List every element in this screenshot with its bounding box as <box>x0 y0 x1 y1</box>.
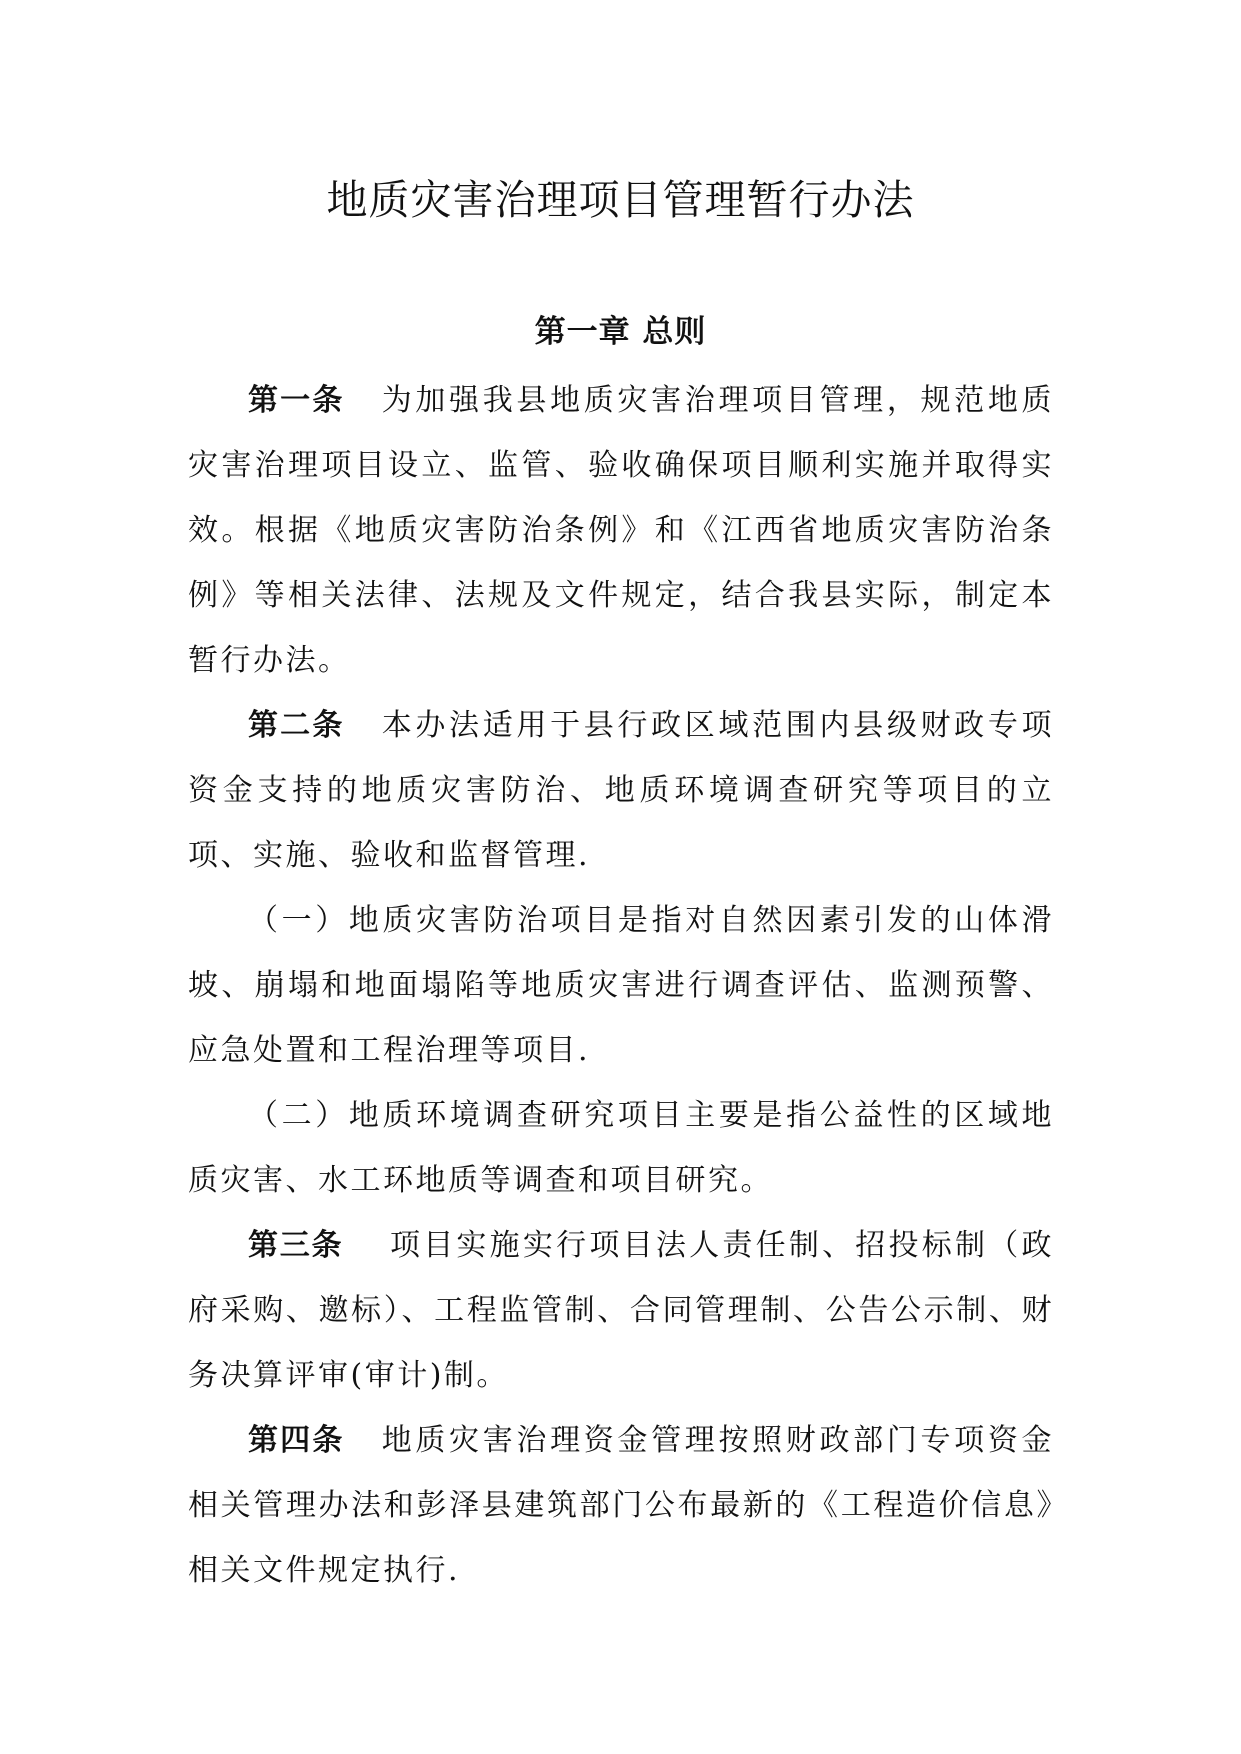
document-body <box>188 368 1054 1603</box>
article-2-text: 本办法适用于县行政区域范围内县级财政专项资金支持的地质灾害防治、地质环境调查研究等项目的立项、实施、验收和监督管理. <box>188 708 1055 873</box>
sub-item-2: （二）地质环境调查研究项目主要是指公益性的区域地质灾害、水工环地质等调查和项目研究。 <box>188 1098 1054 1198</box>
article-3 <box>188 1213 1054 1408</box>
article-3-label: 第三条 <box>248 1228 344 1263</box>
article-4 <box>188 1408 1054 1603</box>
sub-item-1: （一）地质灾害防治项目是指对自然因素引发的山体滑坡、崩塌和地面塌陷等地质灾害进行调查评估、监测预警、应急处置和工程治理等项目. <box>188 903 1054 1068</box>
article-1-text: 为加强我县地质灾害治理项目管理，规范地质灾害治理项目设立、监管、验收确保项目顺利实施并取得实效。根据《地质灾害防治条例》和《江西省地质灾害防治条例》等相关法律、法规及文件规定，结合我县实际，制定本暂行办法。 <box>188 383 1055 678</box>
article-4-label: 第四条 <box>248 1423 345 1458</box>
chapter-title: 第一章 总则 <box>534 314 707 350</box>
article-1 <box>188 368 1054 693</box>
document-title: 地质灾害治理项目管理暂行办法 <box>326 176 915 224</box>
article-2 <box>188 693 1054 888</box>
article-2-label: 第二条 <box>248 708 345 743</box>
article-4-text: 地质灾害治理资金管理按照财政部门专项资金相关管理办法和彭泽县建筑部门公布最新的《工程造价信息》相关文件规定执行. <box>188 1423 1055 1588</box>
article-3-text: 项目实施实行项目法人责任制、招投标制（政府采购、邀标）、工程监管制、合同管理制、公告公示制、财务决算评审(审计)制。 <box>188 1228 1055 1393</box>
article-1-label: 第一条 <box>248 383 345 418</box>
